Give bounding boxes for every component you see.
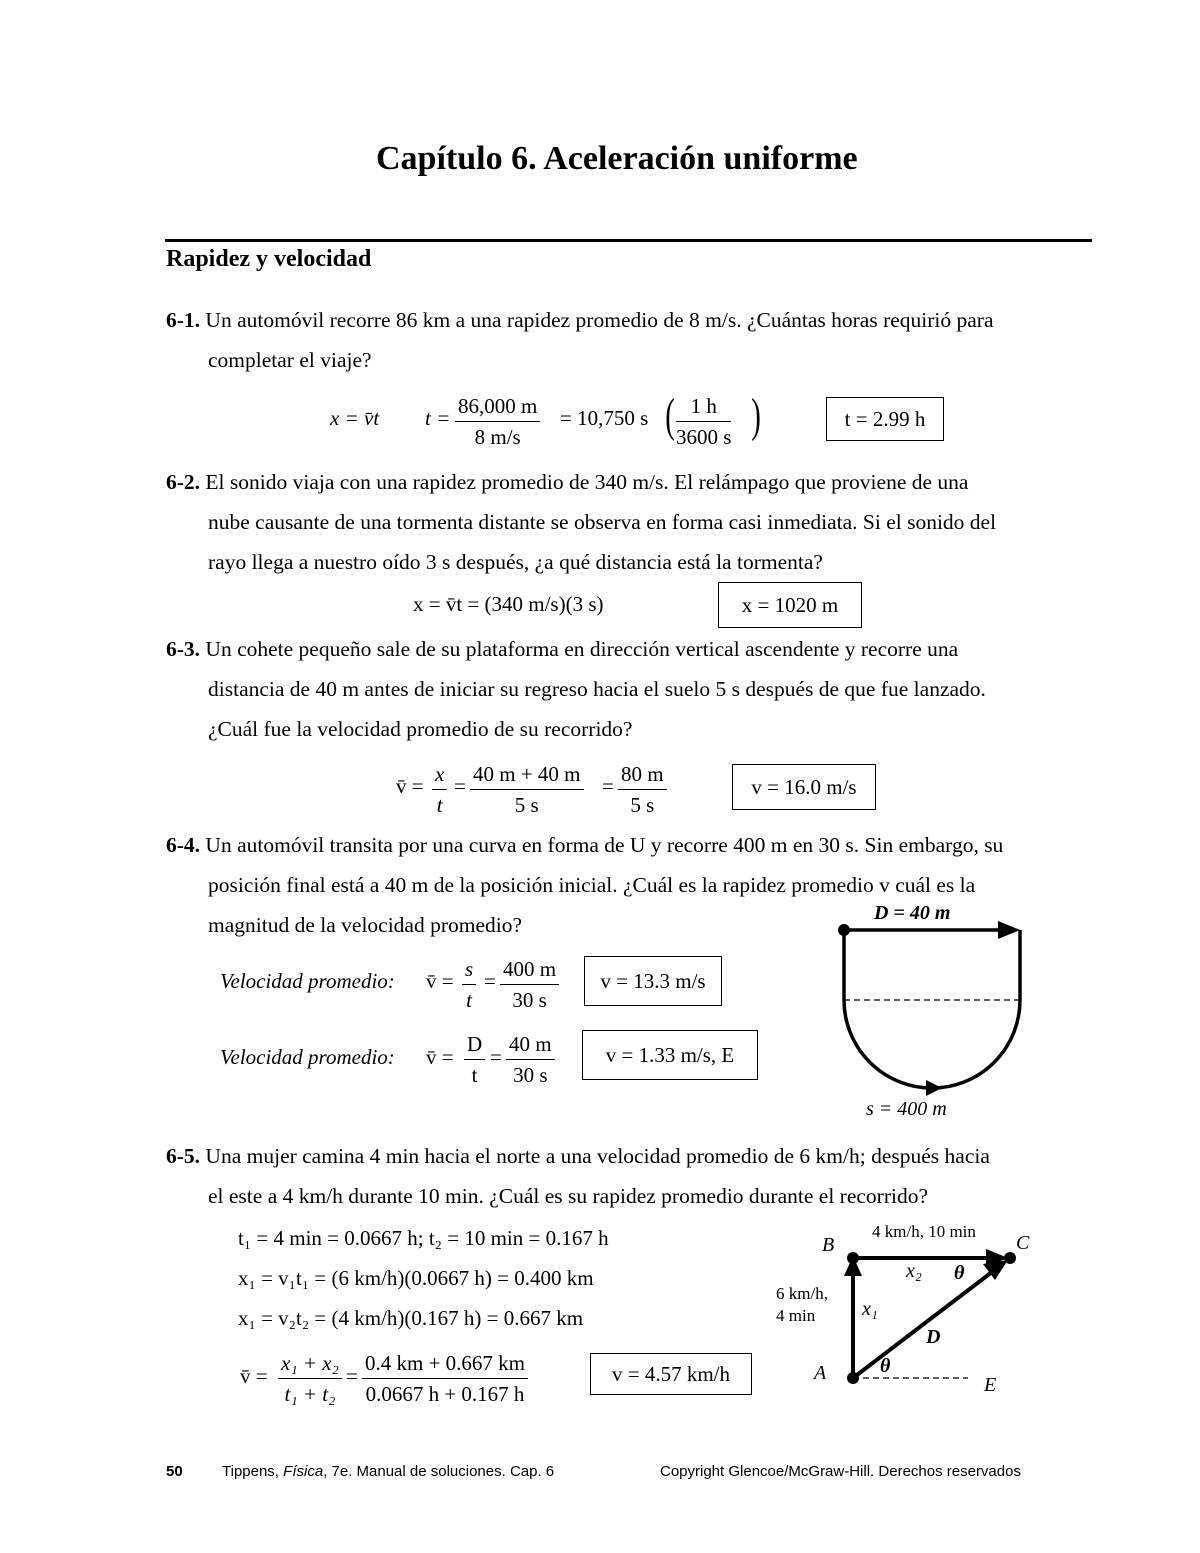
denominator: t	[471, 1063, 478, 1087]
section-heading: Rapidez y velocidad	[166, 246, 372, 272]
fraction-6-4-a2	[500, 954, 559, 1015]
fraction-6-4-b1	[464, 1029, 485, 1090]
u-path	[844, 930, 1020, 1088]
denominator: 3600 s	[676, 425, 732, 449]
answer-6-4-b: v = 1.33 m/s, E	[582, 1030, 758, 1080]
problem-number: 6-2.	[166, 470, 201, 494]
paren-left: (	[665, 389, 675, 442]
equation-6-1-a: x = v̄t	[330, 406, 380, 430]
problem-6-5-line2: el este a 4 km/h durante 10 min. ¿Cuál es su rapidez promedio durante el recorrido?	[208, 1184, 928, 1208]
denominator: t₁ + t₂	[284, 1382, 336, 1406]
problem-6-4-line2: posición final está a 40 m de la posición inicial. ¿Cuál es la rapidez promedio v cuál es la	[208, 873, 976, 897]
fraction-6-4-b2	[506, 1029, 555, 1090]
label-6-4-b: Velocidad promedio:	[220, 1045, 395, 1069]
problem-text: El sonido viaja con una rapidez promedio de 340 m/s. El relámpago que proviene de una	[205, 470, 969, 494]
diagram-displacement-label: D = 40 m	[874, 902, 951, 924]
numerator: 80 m	[618, 759, 667, 790]
paren-right: )	[751, 389, 761, 442]
equation-6-5-a: t₁ = 4 min = 0.0667 h; t₂ = 10 min = 0.167 h	[238, 1226, 609, 1250]
lhs-6-4-b: v̄ =	[426, 1045, 454, 1069]
problem-6-2-line2: nube causante de una tormenta distante se observa en forma casi inmediata. Si el sonido del	[208, 510, 997, 534]
diagram-distance-label: s = 400 m	[866, 1098, 947, 1120]
equation-6-1-t: t =	[425, 406, 451, 430]
answer-6-4-a: v = 13.3 m/s	[584, 956, 722, 1006]
problem-6-3-line3: ¿Cuál fue la velocidad promedio de su recorrido?	[208, 717, 633, 741]
equation-6-3-lhs: v̄ =	[396, 774, 424, 798]
answer-6-5: v = 4.57 km/h	[590, 1353, 752, 1395]
equation-6-5-c: x₁ = v₂t₂ = (4 km/h)(0.167 h) = 0.667 km	[238, 1306, 584, 1330]
problem-number: 6-3.	[166, 637, 201, 661]
numerator: D	[464, 1029, 485, 1060]
denominator: 30 s	[512, 988, 547, 1012]
problem-6-3-line1	[166, 637, 958, 662]
answer-6-1: t = 2.99 h	[826, 397, 944, 441]
numerator: 1 h	[676, 391, 731, 422]
footer-book	[222, 1463, 554, 1480]
fraction-6-1-b	[676, 391, 731, 452]
denominator: 30 s	[513, 1063, 548, 1087]
equation-6-1-mid: = 10,750 s	[560, 406, 649, 430]
diagram-point-b: B	[822, 1234, 835, 1256]
problem-number: 6-1.	[166, 308, 201, 332]
u-curve-diagram	[830, 920, 1030, 1100]
problem-text: Un cohete pequeño sale de su plataforma en dirección vertical ascendente y recorre una	[205, 637, 959, 661]
denominator: 5 s	[630, 793, 655, 817]
problem-6-2-line1	[166, 470, 968, 495]
diagram-north-leg-label-1: 6 km/h,	[776, 1284, 828, 1303]
diagram-point-a: A	[814, 1362, 827, 1384]
label-6-4-a: Velocidad promedio:	[220, 969, 395, 993]
start-point	[838, 924, 850, 936]
problem-text: Una mujer camina 4 min hacia el norte a una velocidad promedio de 6 km/h; después hacia	[205, 1144, 990, 1168]
denominator: 5 s	[514, 793, 539, 817]
numerator: s	[462, 954, 476, 985]
fraction-6-5-b	[362, 1348, 528, 1409]
footer-book-edition: , 7e. Manual de soluciones. Cap. 6	[323, 1463, 555, 1480]
fraction-6-3-c	[618, 759, 667, 820]
lhs-6-4-a: v̄ =	[426, 969, 454, 993]
fraction-6-3-a	[432, 759, 447, 820]
equals: =	[490, 1045, 502, 1069]
equals: =	[346, 1364, 358, 1388]
page-number: 50	[166, 1463, 183, 1480]
problem-6-4-line3: magnitud de la velocidad promedio?	[208, 913, 523, 937]
numerator: x₁ + x₂	[278, 1348, 342, 1379]
problem-6-1-line1	[166, 308, 994, 333]
diagram-x2-label: x₂	[906, 1260, 922, 1282]
problem-number: 6-4.	[166, 833, 201, 857]
equation-6-2: x = v̄t = (340 m/s)(3 s)	[413, 592, 604, 616]
problem-6-3-line2: distancia de 40 m antes de iniciar su regreso hacia el suelo 5 s después de que fue lanzado.	[208, 677, 986, 701]
footer-book-author: Tippens,	[222, 1463, 284, 1480]
denominator: t	[466, 988, 473, 1012]
numerator: 400 m	[500, 954, 559, 985]
page-title: Capítulo 6. Aceleración uniforme	[376, 140, 858, 177]
point-c	[1004, 1252, 1016, 1264]
numerator: 40 m	[506, 1029, 555, 1060]
fraction-6-3-b	[470, 759, 584, 820]
problem-6-2-line3: rayo llega a nuestro oído 3 s después, ¿a qué distancia está la tormenta?	[208, 550, 823, 574]
fraction-6-5-a	[278, 1348, 342, 1409]
diagram-point-c: C	[1016, 1232, 1030, 1254]
problem-text: Un automóvil transita por una curva en forma de U y recorre 400 m en 30 s. Sin embargo, su	[205, 833, 1004, 857]
fraction-6-1-a	[455, 391, 540, 452]
diagram-east-leg-label: 4 km/h, 10 min	[872, 1222, 976, 1241]
diagram-north-leg-label-2: 4 min	[776, 1306, 816, 1325]
numerator: 40 m + 40 m	[470, 759, 584, 790]
diagram-x1-label: x₁	[862, 1298, 878, 1320]
diagram-d-label: D	[926, 1326, 941, 1348]
denominator: t	[436, 793, 443, 817]
problem-text: Un automóvil recorre 86 km a una rapidez promedio de 8 m/s. ¿Cuántas horas requirió para	[205, 308, 994, 332]
denominator: 0.0667 h + 0.167 h	[365, 1382, 525, 1406]
equals: =	[454, 774, 466, 798]
displacement-arrowhead	[998, 921, 1020, 939]
title-rule	[165, 239, 1092, 242]
answer-6-2: x = 1020 m	[718, 582, 862, 628]
problem-6-5-line1	[166, 1144, 990, 1169]
problem-number: 6-5.	[166, 1144, 201, 1168]
numerator: 0.4 km + 0.667 km	[362, 1348, 528, 1379]
problem-6-1-line2: completar el viaje?	[208, 348, 372, 372]
answer-6-3: v = 16.0 m/s	[732, 764, 876, 810]
path-arrowhead	[926, 1080, 942, 1096]
diagram-theta-bottom: θ	[880, 1355, 891, 1377]
equals: =	[602, 774, 614, 798]
diagram-point-e: E	[984, 1374, 997, 1396]
denominator: 8 m/s	[474, 425, 521, 449]
footer-book-title: Física	[283, 1463, 324, 1480]
numerator: 86,000 m	[455, 391, 540, 422]
point-b	[847, 1252, 859, 1264]
fraction-6-4-a1	[462, 954, 476, 1015]
lhs-6-5: v̄ =	[240, 1364, 268, 1388]
footer-copyright: Copyright Glencoe/McGraw-Hill. Derechos reservados	[660, 1463, 1021, 1480]
diagram-theta-top: θ	[954, 1262, 965, 1284]
problem-6-4-line1	[166, 833, 1003, 858]
equals: =	[484, 969, 496, 993]
resultant-vector-line	[853, 1272, 992, 1378]
equation-6-5-b: x₁ = v₁t₁ = (6 km/h)(0.0667 h) = 0.400 km	[238, 1266, 594, 1290]
numerator: x	[432, 759, 447, 790]
